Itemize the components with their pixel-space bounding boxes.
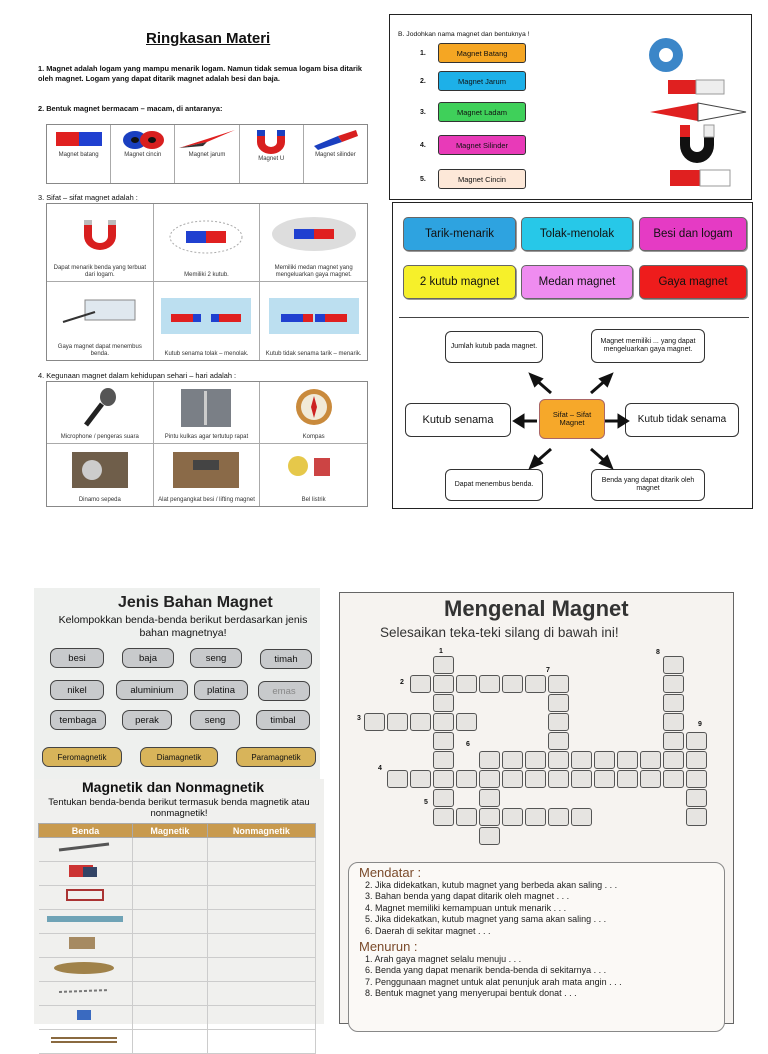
kegunaan-cell (47, 382, 154, 444)
u-magnet-icon (251, 128, 291, 154)
answer-cell[interactable] (133, 862, 208, 886)
attract-poles-icon (269, 296, 359, 336)
mindmap-node: Kutub tidak senama (625, 403, 739, 437)
crossword-cell[interactable] (548, 694, 569, 712)
crossword-cell[interactable] (479, 789, 500, 807)
shape-cell (111, 125, 175, 183)
crossword-cell[interactable] (525, 751, 546, 769)
jenis-bahan-page (34, 588, 320, 780)
crossword-cell[interactable] (686, 751, 707, 769)
answer-cell[interactable] (207, 982, 315, 1006)
clue-down: 7. Penggunaan magnet untuk alat penunjuk arah mata angin . . . (365, 976, 622, 987)
clue-number: 8 (656, 649, 660, 656)
clue-down: 6. Benda yang dapat menarik benda-benda di sekitarnya . . . (365, 965, 607, 976)
sifat-caption: Memiliki medan magnet yang mengeluarkan gaya magnet. (274, 265, 353, 278)
ring-magnet-icon (118, 128, 168, 150)
mindmap-node: Dapat menembus benda. (445, 469, 543, 501)
crossword-cell[interactable] (479, 675, 500, 693)
row-number: 3. (420, 108, 426, 116)
bar-magnet-icon (54, 128, 104, 150)
jodohkan-page (389, 14, 752, 200)
sifat-cell (154, 282, 261, 360)
divider (399, 317, 749, 318)
kegunaan-caption: Kompas (302, 434, 325, 440)
table-row (39, 934, 316, 958)
crossword-cell[interactable] (594, 751, 615, 769)
crossword-cell[interactable] (571, 808, 592, 826)
magnetik-nonmagnetik-page (34, 779, 324, 1024)
crossword-cell[interactable] (433, 713, 454, 731)
answer-chip: Gaya magnet (639, 265, 747, 299)
shape-caption: Magnet silinder (315, 152, 356, 158)
table-row (39, 838, 316, 862)
jodohkan-row (420, 169, 526, 189)
sifat-cell (260, 282, 367, 360)
crossword-cell[interactable] (663, 770, 684, 788)
crossword-cell[interactable] (456, 808, 477, 826)
kegunaan-cell (154, 444, 261, 506)
clue-number: 9 (698, 721, 702, 728)
answer-chip: Tarik-menarik (403, 217, 516, 251)
answer-cell[interactable] (133, 838, 208, 862)
mindmap-node: Jumlah kutub pada magnet. (445, 331, 543, 363)
jodohkan-title: B. Jodohkan nama magnet dan bentuknya ! (398, 31, 530, 38)
clue-across: 6. Daerah di sekitar magnet . . . (365, 925, 491, 936)
ringkasan-materi-page (38, 20, 374, 510)
column-header: Benda (39, 824, 133, 838)
kegunaan-cell (154, 382, 261, 444)
clue-number: 2 (400, 679, 404, 686)
row-number: 4. (420, 141, 426, 149)
compass-icon (292, 387, 336, 427)
category-pill: Feromagnetik (42, 747, 122, 767)
kegunaan-caption: Pintu kulkas agar tertutup rapat (164, 434, 249, 440)
table-row (39, 982, 316, 1006)
crossword-cell[interactable] (433, 694, 454, 712)
kegunaan-caption: Microphone / pengeras suara (60, 434, 139, 440)
crossword-cell[interactable] (456, 713, 477, 731)
crossword-cell[interactable] (686, 808, 707, 826)
kegunaan-caption: Dinamo sepeda (78, 497, 121, 503)
needle-magnet-icon (648, 101, 748, 123)
dynamo-icon (70, 450, 130, 490)
answer-chip: 2 kutub magnet (403, 265, 516, 299)
crossword-cell[interactable] (617, 770, 638, 788)
crossword-cell[interactable] (548, 713, 569, 731)
crossword-cell[interactable] (663, 694, 684, 712)
clue-number: 1 (439, 648, 443, 655)
kegunaan-cell (260, 382, 367, 444)
crossword-cell[interactable] (663, 751, 684, 769)
sifat-magnet-grid (46, 203, 368, 361)
crossword-cell[interactable] (663, 656, 684, 674)
crossword-cell[interactable] (502, 675, 523, 693)
crossword-cell[interactable] (410, 770, 431, 788)
tts-subtitle: Selesaikan teka-teki silang di bawah ini! (380, 625, 619, 640)
nail-icon (39, 838, 129, 856)
penetrate-icon (55, 292, 145, 332)
jodohkan-label: Magnet Cincin (438, 169, 526, 189)
shape-cell (240, 125, 304, 183)
word-pill: tembaga (50, 710, 106, 730)
magnet-attract-icon (70, 214, 130, 254)
answer-cell[interactable] (133, 1030, 208, 1054)
crossword-cell[interactable] (571, 751, 592, 769)
crossword-cell[interactable] (548, 770, 569, 788)
shape-cell (47, 125, 111, 183)
ringkasan-title: Ringkasan Materi (146, 30, 271, 47)
books-icon (39, 934, 129, 952)
crossword-cell[interactable] (686, 770, 707, 788)
crossword-cell[interactable] (387, 713, 408, 731)
word-pill: timah (260, 649, 312, 669)
mengenal-magnet-page (339, 592, 734, 1024)
crossword-cell[interactable] (686, 732, 707, 750)
clue-number: 7 (546, 667, 550, 674)
ringkasan-point-2: 2. Bentuk magnet bermacam – macam, di antaranya: (38, 104, 223, 113)
jodohkan-label: Magnet Jarum (438, 71, 526, 91)
crossword-cell[interactable] (571, 770, 592, 788)
sifat-caption: Gaya magnet dapat menembus benda. (57, 344, 142, 357)
crossword-cell[interactable] (456, 770, 477, 788)
sifat-cell (47, 282, 154, 360)
table-row (39, 910, 316, 934)
crossword-cell[interactable] (663, 713, 684, 731)
clue-number: 3 (357, 715, 361, 722)
eraser-icon (39, 862, 129, 880)
repel-icon (161, 296, 251, 336)
table-row (39, 958, 316, 982)
crossword-cell[interactable] (410, 675, 431, 693)
word-pill: baja (122, 648, 174, 668)
microphone-icon (80, 387, 120, 427)
answer-cell[interactable] (207, 934, 315, 958)
answer-cell[interactable] (133, 1006, 208, 1030)
jodohkan-row (420, 135, 526, 155)
sifat-cell (47, 204, 154, 282)
ringkasan-point-1: 1. Magnet adalah logam yang mampu menarik logam. Namun tidak semua logam bisa ditarik oleh magnet. Logam yang dapat ditarik magnet adalah besi dan baja. (38, 64, 363, 83)
crossword-cell[interactable] (433, 751, 454, 769)
kegunaan-cell (47, 444, 154, 506)
word-pill: besi (50, 648, 104, 668)
kegunaan-magnet-grid (46, 381, 368, 507)
clue-across: 2. Jika didekatkan, kutub magnet yang berbeda akan saling . . . (365, 880, 618, 890)
kegunaan-cell (260, 444, 367, 506)
crossword-cell[interactable] (525, 808, 546, 826)
crossword-cell[interactable] (525, 770, 546, 788)
answer-cell[interactable] (133, 910, 208, 934)
crossword-cell[interactable] (433, 656, 454, 674)
row-number: 1. (420, 49, 426, 57)
crossword-cell[interactable] (433, 770, 454, 788)
sifat-cell (260, 204, 367, 282)
shape-cell (304, 125, 367, 183)
jodohkan-label: Magnet Batang (438, 43, 526, 63)
jodohkan-row (420, 43, 526, 63)
lifting-magnet-icon (171, 450, 241, 490)
crossword-cell[interactable] (433, 675, 454, 693)
clue-number: 4 (378, 765, 382, 772)
word-pill: aluminium (116, 680, 188, 700)
crossword-cell[interactable] (548, 732, 569, 750)
crossword-cell[interactable] (663, 732, 684, 750)
ring-magnet-icon (646, 35, 686, 75)
answer-chip: Medan magnet (521, 265, 633, 299)
sifat-caption: Kutub senama tolak – menolak. (164, 351, 249, 357)
jodohkan-row (420, 71, 526, 91)
two-poles-icon (166, 217, 246, 257)
column-header: Nonmagnetik (207, 824, 315, 838)
magnet-shapes-grid (46, 124, 368, 184)
crossword-cell[interactable] (686, 789, 707, 807)
sifat-caption: Kutub tidak senama tarik – menarik. (265, 351, 362, 357)
bar-magnet-icon (666, 77, 726, 97)
word-pill: emas (258, 681, 310, 701)
crossword-cell[interactable] (479, 751, 500, 769)
coins-icon (39, 958, 129, 976)
category-pill: Paramagnetik (236, 747, 316, 767)
u-magnet-icon (676, 123, 718, 167)
crossword-cell[interactable] (502, 770, 523, 788)
answer-cell[interactable] (207, 886, 315, 910)
clue-down: 1. Arah gaya magnet selalu menuju . . . (365, 954, 522, 965)
tts-title: Mengenal Magnet (444, 596, 629, 621)
answer-cell[interactable] (207, 1006, 315, 1030)
shape-caption: Magnet batang (58, 152, 99, 158)
ruler-icon (39, 910, 129, 928)
answer-cell[interactable] (207, 838, 315, 862)
pencils-icon (39, 1030, 129, 1048)
jodohkan-row (420, 102, 526, 122)
mindmap-node: Kutub senama (405, 403, 511, 437)
sifat-magnet-mindmap (392, 202, 753, 509)
table-row (39, 1030, 316, 1054)
ringkasan-point-3: 3. Sifat – sifat magnet adalah : (38, 193, 138, 202)
crossword-cell[interactable] (410, 713, 431, 731)
clue-number: 6 (466, 741, 470, 748)
crossword-cell[interactable] (433, 732, 454, 750)
shape-caption: Magnet jarum (188, 152, 226, 158)
sifat-cell (154, 204, 261, 282)
table-row (39, 886, 316, 910)
crossword-cell[interactable] (479, 770, 500, 788)
word-pill: seng (190, 710, 240, 730)
answer-cell[interactable] (133, 958, 208, 982)
magnetik-table (38, 823, 316, 1054)
answer-cell[interactable] (207, 910, 315, 934)
fridge-icon (176, 387, 236, 427)
cylinder-magnet-icon (668, 167, 732, 189)
arrows-icon (511, 371, 631, 471)
electric-bell-icon (284, 450, 344, 490)
cylinder-magnet-icon (310, 128, 360, 150)
kegunaan-caption: Bel listrik (301, 497, 326, 503)
crossword-cell[interactable] (617, 751, 638, 769)
crossword-cell[interactable] (548, 751, 569, 769)
shape-cell (175, 125, 239, 183)
jodohkan-label: Magnet Silinder (438, 135, 526, 155)
crossword-cell[interactable] (502, 751, 523, 769)
answer-cell[interactable] (207, 1030, 315, 1054)
crossword-cell[interactable] (663, 675, 684, 693)
clue-down: 8. Bentuk magnet yang menyerupai bentuk donat . . . (365, 988, 577, 999)
answer-chip: Besi dan logam (639, 217, 747, 251)
mindmap-node: Benda yang dapat ditarik oleh magnet (591, 469, 705, 501)
crossword-cell[interactable] (640, 751, 661, 769)
answer-cell[interactable] (207, 862, 315, 886)
crossword-cell[interactable] (525, 675, 546, 693)
clue-across: 3. Bahan benda yang dapat ditarik oleh magnet . . . (365, 891, 570, 902)
clues-panel (348, 862, 725, 1032)
word-pill: perak (122, 710, 172, 730)
answer-cell[interactable] (133, 886, 208, 910)
sifat-caption: Dapat menarik benda yang terbuat dari logam. (53, 265, 147, 278)
needle-magnet-icon (177, 128, 237, 150)
category-pill: Diamagnetik (140, 747, 218, 767)
crossword-cell[interactable] (502, 808, 523, 826)
crossword-cell[interactable] (548, 675, 569, 693)
word-pill: platina (194, 680, 248, 700)
crossword-cell[interactable] (433, 789, 454, 807)
clue-number: 5 (424, 799, 428, 806)
magnetic-field-icon (269, 214, 359, 254)
answer-cell[interactable] (133, 982, 208, 1006)
row-number: 2. (420, 77, 426, 85)
clue-across: 4. Magnet memiliki kemampuan untuk menarik . . . (365, 902, 567, 913)
table-row (39, 1006, 316, 1030)
crossword-cell[interactable] (387, 770, 408, 788)
table-row (39, 862, 316, 886)
crossword-cell[interactable] (456, 675, 477, 693)
sharpener-icon (39, 1006, 129, 1024)
clips-icon (39, 886, 129, 904)
pins-icon (39, 982, 129, 1000)
kegunaan-caption: Alat pengangkat besi / lifting magnet (158, 497, 255, 503)
ringkasan-point-4: 4. Kegunaan magnet dalam kehidupan sehari – hari adalah : (38, 371, 237, 380)
crossword-cell[interactable] (479, 827, 500, 845)
sifat-caption: Memiliki 2 kutub. (184, 272, 229, 278)
column-header: Magnetik (133, 824, 208, 838)
clue-across: 5. Jika didekatkan, kutub magnet yang sama akan saling . . . (365, 914, 607, 925)
shape-caption: Magnet U (258, 156, 285, 162)
word-pill: nikel (50, 680, 104, 700)
answer-cell[interactable] (133, 934, 208, 958)
jenis-bahan-title: Jenis Bahan Magnet (118, 594, 273, 611)
crossword-cell[interactable] (364, 713, 385, 731)
shape-caption: Magnet cincin (124, 152, 162, 158)
word-pill: timbal (256, 710, 310, 730)
jenis-bahan-instruction: Kelompokkan benda-benda berikut berdasarkan jenis bahan magnetnya! (58, 614, 308, 639)
mindmap-node: Magnet memiliki ... yang dapat mengeluarkan gaya magnet. (591, 329, 705, 363)
mendatar-heading: Mendatar : (359, 865, 422, 880)
menurun-heading: Menurun : (359, 939, 418, 955)
magnetik-title: Magnetik dan Nonmagnetik (82, 779, 265, 795)
crossword-cell[interactable] (640, 770, 661, 788)
jodohkan-label: Magnet Ladam (438, 102, 526, 122)
answer-chip: Tolak-menolak (521, 217, 633, 251)
crossword-cell[interactable] (594, 770, 615, 788)
mindmap-center: Sifat – Sifat Magnet (539, 399, 605, 439)
row-number: 5. (420, 175, 426, 183)
crossword-cell[interactable] (548, 808, 569, 826)
magnetik-instruction: Tentukan benda-benda berikut termasuk benda magnetik atau nonmagnetik! (48, 797, 310, 819)
answer-cell[interactable] (207, 958, 315, 982)
word-pill: seng (190, 648, 242, 668)
crossword-cell[interactable] (433, 808, 454, 826)
crossword-cell[interactable] (479, 808, 500, 826)
